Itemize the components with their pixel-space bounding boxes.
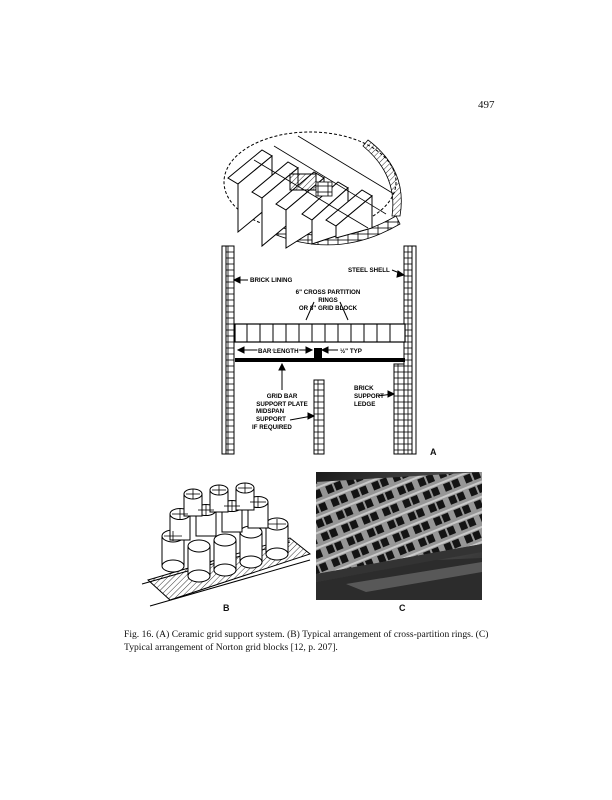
label-cross-partition-1: 6" CROSS PARTITION [295, 289, 361, 296]
label-bar-length: BAR LENGTH [258, 348, 299, 355]
figure-c-norton-grid-blocks-photo [316, 472, 482, 600]
label-brick-lining: BRICK LINING [250, 277, 293, 284]
figure-b-cross-partition-rings [140, 480, 312, 612]
panel-label-c: C [399, 603, 406, 613]
label-brick-support-3: LEDGE [354, 401, 376, 408]
isometric-grid-view [224, 132, 401, 248]
panel-label-a: A [430, 447, 437, 457]
label-steel-shell: STEEL SHELL [348, 267, 390, 274]
label-cross-partition-3: OR 8" GRID BLOCK [298, 305, 358, 312]
label-gap-typ: ½" TYP [340, 348, 362, 355]
label-grid-bar-2: SUPPORT PLATE [256, 401, 308, 408]
label-midspan-1: MIDSPAN [256, 408, 285, 415]
page-number: 497 [478, 99, 495, 111]
label-grid-bar-1: GRID BAR [266, 393, 298, 400]
cross-section-diagram [222, 246, 416, 454]
label-midspan-2: SUPPORT [256, 416, 286, 423]
label-cross-partition-2: RINGS [318, 297, 338, 304]
panel-label-b: B [223, 603, 230, 613]
label-brick-support-1: BRICK [354, 385, 374, 392]
figure-caption: Fig. 16. (A) Ceramic grid support system. (B) Typical arrangement of cross-partition rings. (C) Typical arrangement of Norton grid blocks [12, p. 207]. [124, 629, 489, 653]
label-midspan-3: IF REQUIRED [252, 424, 292, 431]
label-brick-support-2: SUPPORT [354, 393, 384, 400]
figure-a-grid-support-diagram [218, 120, 440, 460]
